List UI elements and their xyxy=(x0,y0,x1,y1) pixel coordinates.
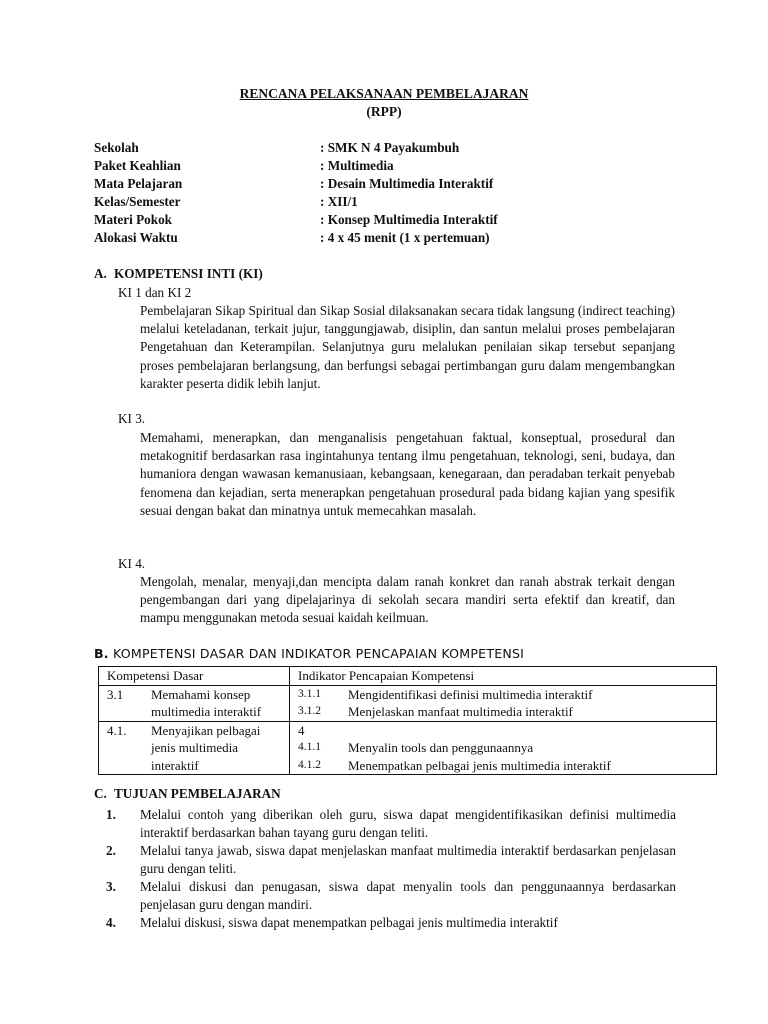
kd-text: interaktif xyxy=(151,757,199,773)
column-header: Indikator Pencapaian Kompetensi xyxy=(290,667,717,686)
list-item xyxy=(106,914,676,932)
identity-label: Paket Keahlian xyxy=(94,158,181,173)
indicator-lead: 4 xyxy=(298,722,305,738)
indicator-number: 3.1.1 xyxy=(298,687,321,700)
indicator-cell xyxy=(290,685,717,721)
indicator-text: Menempatkan pelbagai jenis multimedia interaktif xyxy=(348,757,611,773)
kd-text: Menyajikan pelbagai xyxy=(151,722,261,738)
indicator-number: 4.1.1 xyxy=(298,741,321,753)
document-title: RENCANA PELAKSANAAN PEMBELAJARAN xyxy=(239,86,529,101)
list-number: 4. xyxy=(106,915,116,930)
section-a-heading xyxy=(94,266,263,282)
kd-text: multimedia interaktif xyxy=(151,704,262,719)
section-c-heading xyxy=(94,786,281,802)
identity-value: : XII/1 xyxy=(320,194,358,209)
section-letter: C. xyxy=(94,786,107,801)
table-row xyxy=(99,721,717,775)
ki3-text: Memahami, menerapkan, dan menganalisis pengetahuan faktual, konseptual, prosedural dan metakognitif berdasarkan rasa ingintahunya tentang ilmu pengetahuan, teknologi, seni, budaya, dan humaniora dengan wawasan kemanusiaan, kebangsaan, kenegaraan, dan peradaban terkait penyebab fenomena dan kejadian, serta menerapkan pengetahuan prosedural pada bidang kajian yang spesifik sesuai dengan bakat dan minatnya untuk memecahkan masalah. xyxy=(140,430,675,518)
identity-value: : Desain Multimedia Interaktif xyxy=(320,176,494,191)
list-text: Melalui diskusi dan penugasan, siswa dapat menyalin tools dan penggunaannya berdasarkan penjelasan guru dengan mandiri. xyxy=(140,879,676,912)
identity-value: : SMK N 4 Payakumbuh xyxy=(320,140,460,155)
table-header-row xyxy=(99,667,717,686)
indicator-number: 4.1.2 xyxy=(298,758,321,771)
ki12-label: KI 1 dan KI 2 xyxy=(118,285,192,300)
kd-number: 3.1 xyxy=(107,686,124,702)
identity-label: Sekolah xyxy=(94,140,139,155)
identity-value: : 4 x 45 menit (1 x pertemuan) xyxy=(320,230,490,245)
list-item xyxy=(106,842,676,878)
indicator-number: 3.1.2 xyxy=(298,705,321,717)
kd-cell xyxy=(99,685,290,721)
section-b-heading xyxy=(94,646,524,661)
indicator-cell xyxy=(290,721,717,775)
list-text: Melalui contoh yang diberikan oleh guru, siswa dapat mengidentifikasikan definisi multimedia interaktif berdasarkan bahan tayang guru dengan teliti. xyxy=(140,807,676,840)
indicator-text: Menyalin tools dan penggunaannya xyxy=(348,740,534,755)
identity-label: Kelas/Semester xyxy=(94,194,181,209)
ki4-text: Mengolah, menalar, menyaji,dan mencipta dalam ranah konkret dan ranah abstrak terkait dengan pengembangan dari yang dipelajarinya di sekolah secara mandiri serta efektif dan kreatif, dan mampu menggunakan metoda sesuai kaidah keilmuan. xyxy=(140,574,675,626)
competency-table xyxy=(98,666,717,775)
list-text: Melalui tanya jawab, siswa dapat menjelaskan manfaat multimedia interaktif berdasarkan penjelasan guru dengan teliti. xyxy=(140,843,676,876)
identity-label: Materi Pokok xyxy=(94,212,173,227)
kd-number: 4.1. xyxy=(107,722,127,738)
section-letter: A. xyxy=(94,266,107,281)
list-item xyxy=(106,878,676,914)
kd-text: jenis multimedia xyxy=(151,740,239,755)
list-item xyxy=(106,806,676,842)
kd-text: Memahami konsep xyxy=(151,686,251,702)
identity-label: Alokasi Waktu xyxy=(94,230,178,245)
list-number: 3. xyxy=(106,879,116,894)
section-title: TUJUAN PEMBELAJARAN xyxy=(114,786,281,801)
ki3-label: KI 3. xyxy=(118,411,146,426)
list-number: 1. xyxy=(106,807,116,822)
list-text: Melalui diskusi, siswa dapat menempatkan pelbagai jenis multimedia interaktif xyxy=(140,915,558,930)
identity-label: Mata Pelajaran xyxy=(94,176,183,191)
indicator-text: Mengidentifikasi definisi multimedia interaktif xyxy=(348,686,593,702)
indicator-text: Menjelaskan manfaat multimedia interaktif xyxy=(348,704,573,719)
table-row xyxy=(99,685,717,721)
column-header: Kompetensi Dasar xyxy=(99,667,290,686)
identity-value: : Konsep Multimedia Interaktif xyxy=(320,212,498,227)
list-number: 2. xyxy=(106,843,116,858)
identity-value: : Multimedia xyxy=(320,158,394,173)
section-title: KOMPETENSI INTI (KI) xyxy=(114,266,263,281)
section-title: KOMPETENSI DASAR DAN INDIKATOR PENCAPAIAN KOMPETENSI xyxy=(113,646,525,661)
section-letter: B. xyxy=(94,646,109,661)
ki4-label: KI 4. xyxy=(118,556,146,571)
objective-list xyxy=(106,806,676,932)
kd-cell xyxy=(99,721,290,775)
ki12-text: Pembelajaran Sikap Spiritual dan Sikap Sosial dilaksanakan secara tidak langsung (indirect teaching) melalui keteladanan, terkait jujur, tanggungjawab, disiplin, dan santun melalui proses pembelajaran Pengetahuan dan Keterampilan. Selanjutnya guru melalukan penilaian sikap tersebut sepanjang proses pembelajaran berlangsung, dan berfungsi sebagai pertimbangan guru dalam mengembangkan karakter peserta didik lebih lanjut. xyxy=(140,303,675,391)
document-subtitle: (RPP) xyxy=(366,104,402,119)
